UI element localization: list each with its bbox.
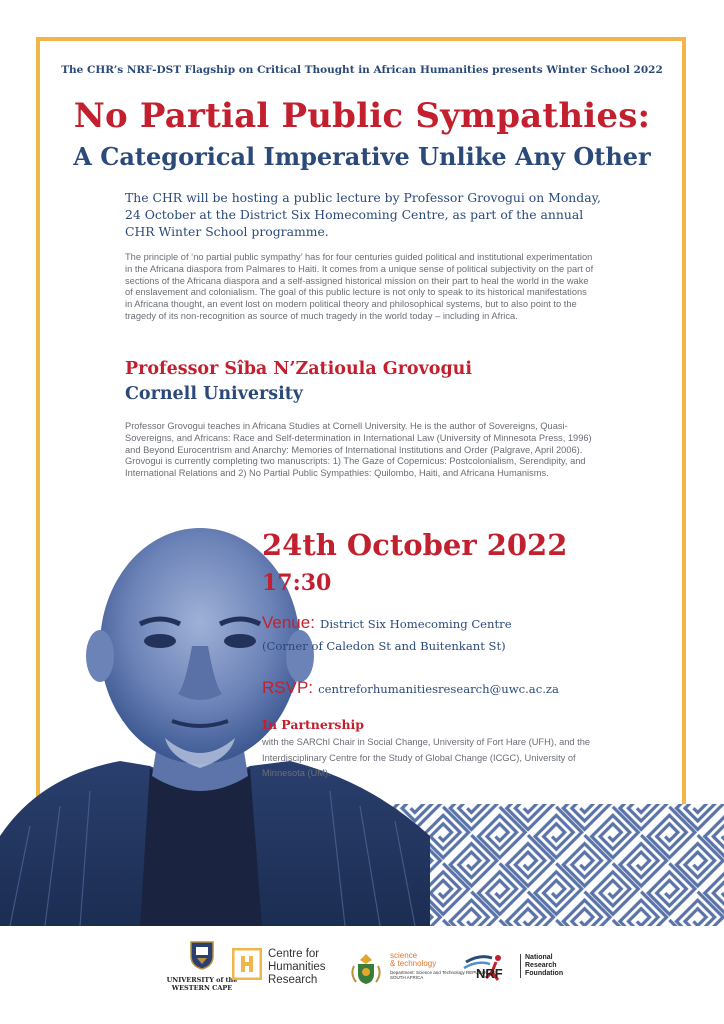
venue-name: District Six Homecoming Centre [320,617,512,631]
speaker-bio: Professor Grovogui teaches in Africana Studies at Cornell University. He is the author of Sovereigns, Quasi-Sovereigns, and Africans: Race and Self-determination in International Law (University of Minnesota Press, 1996) and Beyond Eurocentrism and Anarchy: Memories of International Institutions and Order (Palgrave, April 2006). Grovogui is currently completing two manuscripts: 1) The Gaze of Copernicus: Postcolonialism, Serendipity, and International Relations and 2) No Partial Public Sympathies: Quilombo, Haiti, and Africana Humanisms. [125,421,592,479]
speaker-portrait [0,506,430,926]
nrf-logo [462,952,564,990]
abstract-paragraph: The principle of ‘no partial public sympathy’ has for four centuries guided political and institutional experimentation in the Africana diaspora from Palmares to Haiti. It comes from a unique sense of political subjectivity on the part of sections of the Africana diaspora and a self-assigned historical mission on their part to heal the world in the wake of enslavement and colonialism. The goal of this public lecture is not only to speak to its historical manifestations in Africana thought, an event lost on modern political theory and philosophical systems, but to also point to the tragedy of its non-recognition as source of much tragedy in the world today – including in Africa. [125,252,594,321]
coat-of-arms-icon [350,952,382,986]
rsvp-email[interactable]: centreforhumanitiesresearch@uwc.ac.za [318,682,559,696]
nrf-line-2: Research [525,962,557,969]
speaker-name: Professor Sîba N’Zatioula Grovogui [125,359,473,379]
title-line-1: No Partial Public Sympathies: [73,96,651,136]
dst-line-2: & technology [390,959,437,968]
event-time: 17:30 [262,570,332,596]
rsvp-line [262,678,559,698]
rsvp-label: RSVP: [262,678,314,697]
uwc-line-1: UNIVERSITY of the [166,976,238,984]
uwc-logo [162,940,242,992]
chr-square-logo-icon [232,948,262,980]
nrf-line-3: Foundation [525,970,564,977]
nrf-line-1: National [525,954,553,961]
university-crest-icon [189,940,215,970]
speaker-institution: Cornell University [125,384,303,404]
partnership-text: with the SARChI Chair in Social Change, University of Fort Hare (UFH), and the Interdisciplinary Centre for the Study of Global Change (ICGC), University of Minnesota (UM). [262,737,591,778]
title-line-2: A Categorical Imperative Unlike Any Other [73,142,651,171]
venue-address: (Corner of Caledon St and Buitenkant St) [262,639,506,653]
event-date: 24th October 2022 [262,528,568,562]
venue-line [262,613,512,633]
chr-line-2: Humanities [268,961,326,973]
chr-line-1: Centre for [268,948,320,960]
chr-logo [232,948,326,986]
dst-line-3: Department: Science and Technology REPUBLIC OF SOUTH AFRICA [390,970,496,980]
uwc-line-2: WESTERN CAPE [171,984,233,992]
nrf-mark: NRF [476,966,503,981]
partnership-heading: In Partnership [262,717,365,732]
dst-line-1: science [390,951,418,960]
chr-line-3: Research [268,974,318,986]
venue-label: Venue: [262,613,315,632]
intro-paragraph: The CHR will be hosting a public lecture by Professor Grovogui on Monday, 24 October at the District Six Homecoming Centre, as part of the annual CHR Winter School programme. [125,190,601,239]
tagline: The CHR’s NRF-DST Flagship on Critical Thought in African Humanities presents Winter School 2022 [61,64,663,76]
